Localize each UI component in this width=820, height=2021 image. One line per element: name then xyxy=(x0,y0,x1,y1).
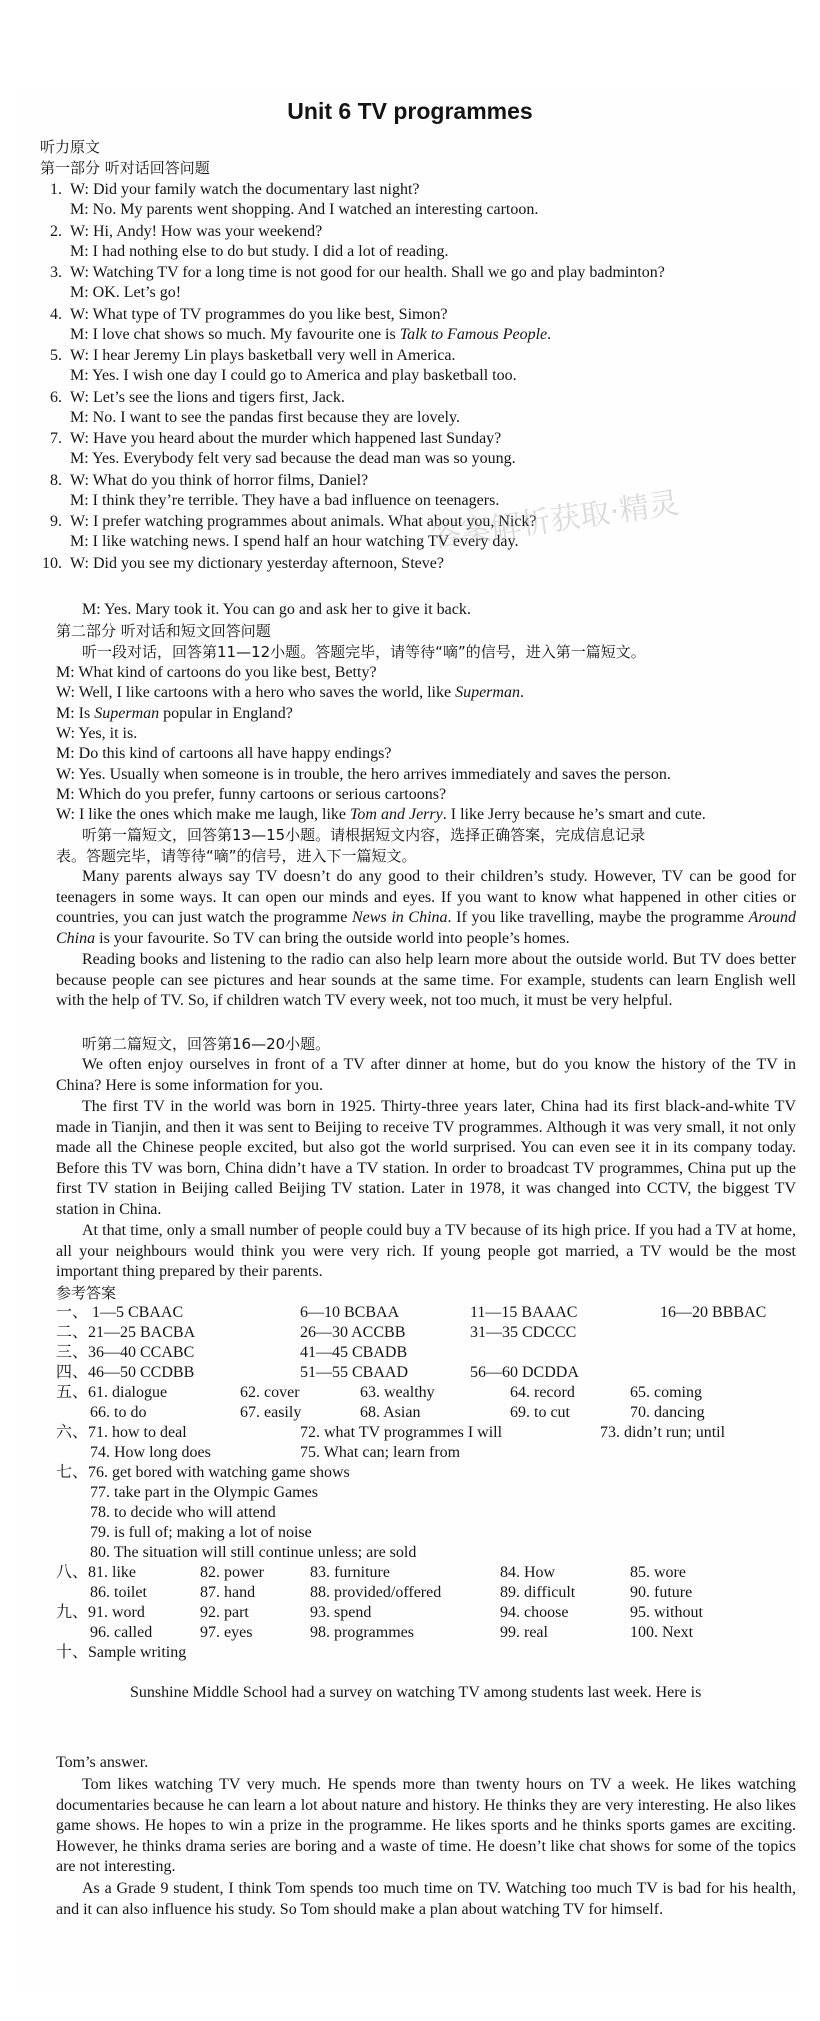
answer-item: 89. difficult xyxy=(500,1584,576,1601)
listening-header: 听力原文 xyxy=(40,138,101,156)
question-number: 3. xyxy=(50,264,62,281)
passage1-intro-a: 听第一篇短文，回答第13—15小题。请根据短文内容，选择正确答案，完成信息记录 xyxy=(82,826,646,844)
question-number: 8. xyxy=(50,472,62,489)
question-number: 2. xyxy=(50,223,62,240)
answer-item: 90. future xyxy=(630,1584,693,1601)
dialogue-line-m: M: Yes. Everybody felt very sad because the dead man was so young. xyxy=(70,450,516,467)
dialogue-line-m: M: No. I want to see the pandas first because they are lovely. xyxy=(70,409,460,426)
emphasis-title: Superman xyxy=(94,705,160,722)
answer-item: 85. wore xyxy=(630,1564,686,1581)
answer-item: 63. wealthy xyxy=(360,1384,435,1401)
question-number: 9. xyxy=(50,513,62,530)
answer-item: 75. What can; learn from xyxy=(300,1444,461,1461)
dialogue-10-answer: M: Yes. Mary took it. You can go and ask her to give it back. xyxy=(82,601,471,618)
answer-item: 三、36—40 CCABC xyxy=(56,1344,195,1361)
answer-item: 64. record xyxy=(510,1384,575,1401)
text: W: Well, I like cartoons with a hero who saves the world, like xyxy=(56,684,456,701)
answer-item: 96. called xyxy=(90,1624,153,1641)
answer-item: 二、21—25 BACBA xyxy=(56,1324,196,1341)
answer-item: 一、 1—5 CBAAC xyxy=(56,1304,184,1321)
watermark: 答案解析获取·精灵 xyxy=(429,485,682,556)
answer-item: 86. toilet xyxy=(90,1584,147,1601)
answer-item: 74. How long does xyxy=(90,1444,211,1461)
dialogue-line: M: Do this kind of cartoons all have happy endings? xyxy=(56,745,392,762)
sample-paragraph-1-b: Tom’s answer. xyxy=(56,1754,149,1771)
answer-item: 65. coming xyxy=(630,1384,702,1401)
question-number: 4. xyxy=(50,306,62,323)
dialogue-line-m xyxy=(70,325,551,345)
answer-item: 77. take part in the Olympic Games xyxy=(90,1484,318,1501)
answer-item: 97. eyes xyxy=(200,1624,253,1641)
dialogue-line-w: W: Have you heard about the murder which happened last Sunday? xyxy=(70,430,502,447)
answer-item: 十、Sample writing xyxy=(56,1644,187,1661)
answer-item: 98. programmes xyxy=(310,1624,414,1641)
answer-item: 93. spend xyxy=(310,1604,372,1621)
dialogue-line-m: M: I like watching news. I spend half an hour watching TV every day. xyxy=(70,533,519,550)
text: Many parents always say TV doesn’t do any good to their children’s study. However, TV can be good for teenagers in some ways. It can open our minds and eyes. If you want to know what happened in other cities or countries, you can just watch the programme xyxy=(56,868,796,927)
answer-item: 九、91. word xyxy=(56,1604,145,1621)
text: M: Is xyxy=(56,705,95,722)
answer-item: 六、71. how to deal xyxy=(56,1424,187,1441)
answer-item: 72. what TV programmes I will xyxy=(300,1424,503,1441)
text: . xyxy=(519,684,524,701)
answer-item: 100. Next xyxy=(630,1624,694,1641)
sample-paragraph-1-a: Sunshine Middle School had a survey on watching TV among students last week. Here is xyxy=(130,1684,702,1701)
answer-item: 82. power xyxy=(200,1564,264,1581)
question-number: 6. xyxy=(50,389,62,406)
question-number: 1. xyxy=(50,181,62,198)
passage1-paragraph-1 xyxy=(56,867,796,949)
dialogue-line-w: W: Watching TV for a long time is not good for our health. Shall we go and play badminton? xyxy=(70,264,665,281)
dialogue-line-m: M: I think they’re terrible. They have a bad influence on teenagers. xyxy=(70,492,500,509)
text: M: I love chat shows so much. My favourite one is xyxy=(70,326,400,343)
dialogue-line-m: M: OK. Let’s go! xyxy=(70,284,182,301)
answer-item: 95. without xyxy=(630,1604,703,1621)
answer-item: 80. The situation will still continue unless; are sold xyxy=(90,1544,417,1561)
dialogue-line-w: W: Hi, Andy! How was your weekend? xyxy=(70,223,323,240)
programme-title: News in China xyxy=(352,909,448,927)
sample-paragraph-2: Tom likes watching TV very much. He spends more than twenty hours on TV a week. He likes watching documentaries because he can learn a lot about nature and history. He thinks they are very interesting. He also likes game shows. He hopes to win a prize in the programme. He likes sports and he thinks sports games are exciting. However, he thinks drama series are boring and a waste of time. He doesn’t like chat shows for some of the topics are not interesting. xyxy=(56,1776,796,1876)
dialogue-line-w: W: What do you think of horror films, Daniel? xyxy=(70,472,369,489)
answer-item: 41—45 CBADB xyxy=(300,1344,408,1361)
answer-item: 62. cover xyxy=(240,1384,300,1401)
answer-item: 31—35 CDCCC xyxy=(470,1324,577,1341)
dialogue-line: W: Yes, it is. xyxy=(56,725,138,742)
dialogue-line-w: W: Let’s see the lions and tigers first, Jack. xyxy=(70,389,345,406)
answer-item: 26—30 ACCBB xyxy=(300,1324,406,1341)
question-number: 7. xyxy=(50,430,62,447)
answer-item: 11—15 BAAAC xyxy=(470,1304,578,1321)
dialogue-line: M: What kind of cartoons do you like best, Betty? xyxy=(56,664,377,681)
passage1-intro-b: 表。答题完毕，请等待“嘀”的信号，进入下一篇短文。 xyxy=(56,847,417,865)
passage1-paragraph-2: Reading books and listening to the radio can also help learn more about the outside world. But TV does better because people can see pictures and hear sounds at the same time. For example, students can learn English well with the help of TV. So, if children watch TV every week, not too much, it must be very helpful. xyxy=(56,951,796,1010)
answer-item: 七、76. get bored with watching game shows xyxy=(56,1464,350,1481)
dialogue-line-w: W: What type of TV programmes do you like best, Simon? xyxy=(70,306,448,323)
text: is your favourite. So TV can bring the outside world into people’s homes. xyxy=(95,929,570,947)
dialogue-line-m: M: I had nothing else to do but study. I did a lot of reading. xyxy=(70,243,449,260)
text: . I like Jerry because he’s smart and cute. xyxy=(442,806,706,823)
answer-item: 79. is full of; making a lot of noise xyxy=(90,1524,312,1541)
dialogue-line: M: Which do you prefer, funny cartoons or serious cartoons? xyxy=(56,786,447,803)
text: W: I like the ones which make me laugh, like xyxy=(56,806,350,823)
answer-item: 87. hand xyxy=(200,1584,256,1601)
answer-item: 56—60 DCDDA xyxy=(470,1364,579,1381)
passage2-paragraph-3: At that time, only a small number of people could buy a TV because of its high price. If you had a TV at home, all your neighbours would think you were very rich. If young people got married, a TV would be the most important thing prepared by their parents. xyxy=(56,1222,796,1281)
answer-item: 69. to cut xyxy=(510,1404,570,1421)
answer-item: 67. easily xyxy=(240,1404,302,1421)
sample-paragraph-3: As a Grade 9 student, I think Tom spends too much time on TV. Watching too much TV is bad for his health, and it can also influence his study. So Tom should make a plan about watching TV for himself. xyxy=(56,1880,796,1918)
text: . If you like travelling, maybe the programme xyxy=(447,909,749,927)
text: popular in England? xyxy=(159,705,293,722)
emphasis-title: Superman xyxy=(455,684,520,701)
answer-item: 6—10 BCBAA xyxy=(300,1304,400,1321)
passage2-paragraph-1: We often enjoy ourselves in front of a TV after dinner at home, but do you know the history of the TV in China? Here is some information for you. xyxy=(56,1056,796,1094)
programme-title: Around China xyxy=(56,909,797,947)
answer-item: 73. didn’t run; until xyxy=(600,1424,726,1441)
dialogue-line-w: W: Did you see my dictionary yesterday afternoon, Steve? xyxy=(70,555,444,572)
answer-item: 70. dancing xyxy=(630,1404,705,1421)
answer-item: 五、61. dialogue xyxy=(56,1384,168,1401)
answer-item: 16—20 BBBAC xyxy=(660,1304,767,1321)
part2-intro: 听一段对话，回答第11—12小题。答题完毕，请等待“嘀”的信号，进入第一篇短文。 xyxy=(82,643,646,661)
dialogue-line xyxy=(56,704,293,724)
dialogue-line-w: W: I prefer watching programmes about animals. What about you, Nick? xyxy=(70,513,537,530)
answers-header: 参考答案 xyxy=(56,1284,117,1302)
answer-item: 51—55 CBAAD xyxy=(300,1364,409,1381)
dialogue-line xyxy=(56,805,706,825)
answer-item: 94. choose xyxy=(500,1604,569,1621)
page-title: Unit 6 TV programmes xyxy=(287,98,533,124)
answer-item: 83. furniture xyxy=(310,1564,390,1581)
answer-item: 八、81. like xyxy=(56,1564,136,1581)
programme-title: Talk to Famous People xyxy=(399,326,548,343)
dialogue-line xyxy=(56,683,524,703)
dialogue-line-m: M: No. My parents went shopping. And I watched an interesting cartoon. xyxy=(70,201,539,218)
question-number: 10. xyxy=(42,555,62,572)
answer-item: 68. Asian xyxy=(360,1404,421,1421)
dialogue-line-w: W: I hear Jeremy Lin plays basketball very well in America. xyxy=(70,347,456,364)
answer-item: 66. to do xyxy=(90,1404,147,1421)
answer-item: 四、46—50 CCDBB xyxy=(56,1364,195,1381)
answer-item: 88. provided/offered xyxy=(310,1584,442,1601)
passage2-paragraph-2: The first TV in the world was born in 1925. Thirty-three years later, China had its first black-and-white TV made in Tianjin, and then it was sent to Beijing to receive TV programmes. Although it was very small, it not only made all the Chinese people excited, but also got the world surprised. You can even see it in its company today. Before this TV was born, China didn’t have a TV station. In order to broadcast TV programmes, China put up the first TV station in Beijing called Beijing TV station. Later in 1978, it was changed into CCTV, the biggest TV station in China. xyxy=(56,1098,796,1218)
answer-item: 84. How xyxy=(500,1564,556,1581)
answer-item: 99. real xyxy=(500,1624,548,1641)
dialogue-line-m: M: Yes. I wish one day I could go to America and play basketball too. xyxy=(70,367,517,384)
passage2-intro: 听第二篇短文，回答第16—20小题。 xyxy=(82,1035,331,1053)
part2-header: 第二部分 听对话和短文回答问题 xyxy=(56,622,271,640)
text: . xyxy=(547,326,552,343)
emphasis-title: Tom and Jerry xyxy=(349,806,443,823)
answer-item: 78. to decide who will attend xyxy=(90,1504,276,1521)
dialogue-line: W: Yes. Usually when someone is in trouble, the hero arrives immediately and saves the person. xyxy=(56,766,671,783)
question-number: 5. xyxy=(50,347,62,364)
dialogue-line-w: W: Did your family watch the documentary last night? xyxy=(70,181,420,198)
answer-item: 92. part xyxy=(200,1604,249,1621)
part1-header: 第一部分 听对话回答问题 xyxy=(40,159,210,177)
